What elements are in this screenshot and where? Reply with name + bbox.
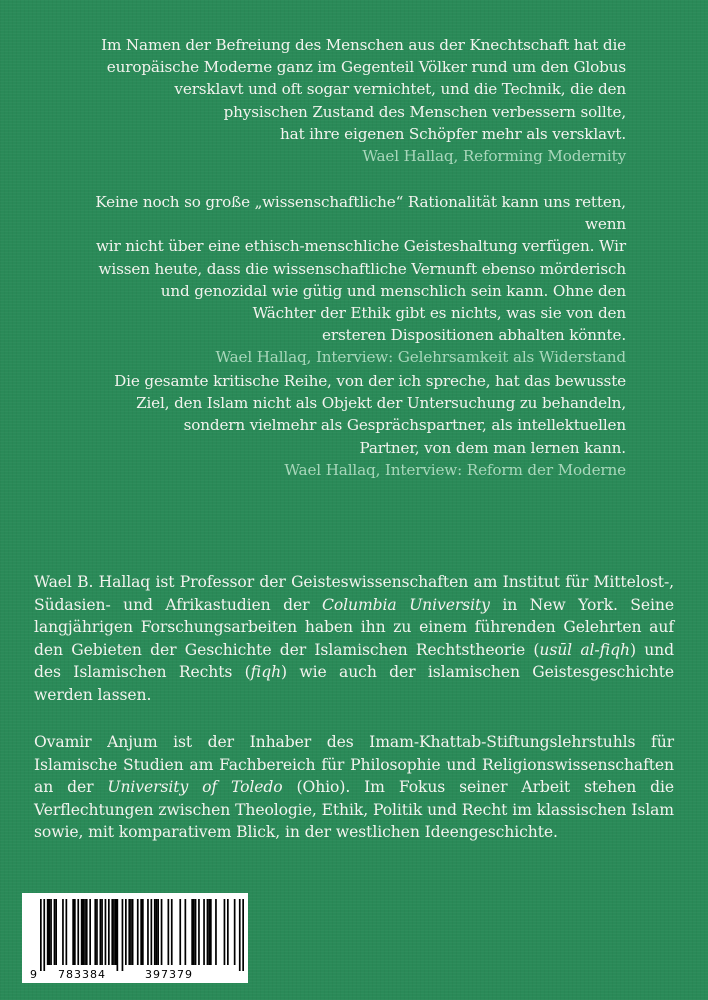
barcode-digit-group-1: 783384 <box>58 968 106 981</box>
barcode-bar <box>179 899 181 965</box>
quote-source: Wael Hallaq, Interview: Gelehrsamkeit als Widerstand <box>215 348 626 367</box>
bio-italic-institution: Columbia University <box>322 595 490 614</box>
quote-line: Ziel, den Islam nicht als Objekt der Untersuchung zu behandeln, <box>136 394 626 413</box>
barcode-graphic <box>22 893 248 983</box>
barcode-bar <box>140 899 142 965</box>
barcode-bar <box>208 899 210 965</box>
quote-line: Keine noch so große „wissenschaftliche“ Rationalität kann uns retten, wenn <box>95 193 626 234</box>
barcode-bar <box>154 899 156 965</box>
barcode-bar <box>96 899 98 965</box>
quote-line: wir nicht über eine ethisch-menschliche Geisteshaltung verfügen. Wir <box>95 237 626 256</box>
barcode-bar <box>130 899 132 965</box>
barcode-bar <box>125 899 127 965</box>
barcode-bar <box>210 899 212 965</box>
barcode-bar <box>111 899 113 965</box>
barcode-bar <box>128 899 130 965</box>
barcode-bar <box>113 899 115 965</box>
barcode-bar <box>224 899 226 965</box>
author-bio-anjum <box>34 731 674 844</box>
barcode-bar <box>74 899 76 965</box>
bio-italic-institution: University of Toledo <box>107 778 283 797</box>
barcode-bars <box>40 899 244 971</box>
barcode-bar <box>132 899 134 965</box>
bio-text: (Ohio). Im Fokus seiner Arbeit stehen die Verflechtungen zwischen Theologie, Ethik, Politik und Recht im klassischen Islam sowie, mit komparativem Blick, in der westlichen Ideengeschichte. <box>34 778 675 842</box>
barcode-bar <box>215 899 217 965</box>
barcode-bar <box>84 899 86 965</box>
barcode-bar <box>117 899 119 971</box>
barcode-bar <box>198 899 200 965</box>
barcode-bar <box>100 899 102 965</box>
barcode-bar <box>115 899 117 965</box>
barcode-bar <box>185 899 187 965</box>
bio-text: ) wie auch der islamischen Geistesgeschichte werden lassen. <box>34 663 674 704</box>
barcode-bar <box>43 899 45 971</box>
author-bio-hallaq <box>34 571 674 707</box>
barcode-first-digit: 9 <box>30 968 37 981</box>
barcode-bar <box>108 899 110 965</box>
barcode-bar <box>191 899 193 965</box>
bio-text: in New York. Seine langjährigen Forschungsarbeiten haben ihn zu einem führenden Gelehrten auf den Gebieten der Geschichte der Islamischen Rechtstheorie ( <box>34 595 674 659</box>
barcode-bar <box>147 899 149 965</box>
barcode-bar <box>168 899 170 965</box>
barcode-bar <box>207 899 209 965</box>
quote-line: sondern vielmehr als Gesprächspartner, als intellektuellen <box>183 416 626 435</box>
barcode-bar <box>156 899 158 965</box>
quote-3 <box>82 370 626 481</box>
barcode-bar <box>105 899 107 965</box>
isbn-barcode <box>22 893 248 983</box>
barcode-bar <box>161 899 163 965</box>
bio-italic-term: fiqh <box>250 663 282 682</box>
barcode-bar <box>54 899 56 965</box>
barcode-bar <box>193 899 195 965</box>
quote-line: und genozidal wie gütig und menschlich sein kann. Ohne den <box>160 281 626 300</box>
barcode-bar <box>234 899 236 965</box>
barcode-bar <box>77 899 79 965</box>
barcode-bar <box>66 899 68 965</box>
barcode-bar <box>239 899 241 971</box>
quote-2 <box>82 191 626 369</box>
barcode-bar <box>195 899 197 965</box>
quote-1 <box>82 34 626 167</box>
quote-line: versklavt und oft sogar vernichtet, und die Technik, die den <box>174 80 626 99</box>
quote-line: ersteren Dispositionen abhalten könnte. <box>322 326 626 345</box>
barcode-bar <box>86 899 88 965</box>
quote-line: europäische Moderne ganz im Gegenteil Völker rund um den Globus <box>106 58 626 77</box>
quote-source: Wael Hallaq, Interview: Reform der Moderne <box>284 460 626 479</box>
barcode-bar <box>142 899 144 965</box>
barcode-bar <box>40 899 42 971</box>
barcode-bar <box>137 899 139 965</box>
barcode-bar <box>94 899 96 965</box>
quote-line: Die gesamte kritische Reihe, von der ich spreche, hat das bewusste <box>114 372 626 390</box>
bio-text: Wael B. Hallaq ist Professor der Geisteswissenschaften am Institut für Mittelost-, Südasien- und Afrikastudien der <box>34 573 674 614</box>
barcode-bar <box>101 899 103 965</box>
barcode-bar <box>89 899 91 965</box>
barcode-bar <box>55 899 57 965</box>
bio-text: ) und des Islamischen Rechts ( <box>34 640 675 682</box>
quote-source: Wael Hallaq, Reforming Modernity <box>362 147 626 166</box>
barcode-bar <box>50 899 52 965</box>
barcode-bar <box>157 899 159 965</box>
barcode-bar <box>62 899 64 965</box>
barcode-bar <box>72 899 74 965</box>
bio-text: Ovamir Anjum ist der Inhaber des Imam-Khattab-Stiftungslehrstuhls für Islamische Studien am Fachbereich für Philosophie und Religionswissenschaften an der <box>34 733 674 797</box>
barcode-bar <box>171 899 173 965</box>
bio-italic-term: usūl al-fiqh <box>539 640 630 659</box>
barcode-bar <box>203 899 205 965</box>
barcode-bar <box>122 899 124 971</box>
barcode-bar <box>49 899 51 965</box>
barcode-bar <box>83 899 85 965</box>
quote-line: Partner, von dem man lernen kann. <box>359 438 626 457</box>
quote-line: physischen Zustand des Menschen verbessern sollte, <box>223 102 626 121</box>
barcode-bar <box>47 899 49 965</box>
barcode-digit-group-2: 397379 <box>145 968 193 981</box>
barcode-bar <box>242 899 244 971</box>
quote-line: hat ihre eigenen Schöpfer mehr als versklavt. <box>280 124 626 143</box>
quote-line: wissen heute, dass die wissenschaftliche Vernunft ebenso mörderisch <box>98 259 626 278</box>
barcode-bar <box>81 899 83 965</box>
quote-line: Wächter der Ethik gibt es nichts, was sie von den <box>252 304 626 323</box>
barcode-bar <box>227 899 229 965</box>
quote-line: Im Namen der Befreiung des Menschen aus der Knechtschaft hat die <box>101 36 626 54</box>
barcode-bar <box>151 899 153 965</box>
